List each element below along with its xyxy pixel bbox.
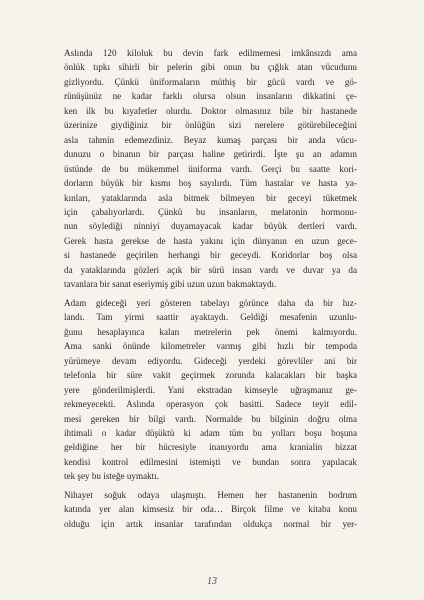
paragraph-3 [64,488,357,531]
page-number: 13 [207,576,217,587]
text-line: rünüşünüz ne kadar farklı olursa olsun insanların dikkatini çe- [64,91,357,102]
text-line: Ama sanki önünde kilometreler varmış gibi hızlı bir tempoda [64,341,357,352]
text-line: yürümeye devam ediyordu. Gideceği yerdeki görevliler ani bir [64,355,357,366]
body-text [64,46,357,531]
text-line: telefonla bir süre vakit geçirmek zorunda kalacakları bir başka [64,370,357,381]
text-line: üzerinize giydiğiniz bir önlüğün sizi nerelere götürebileceğini [64,120,357,131]
text-line: landı. Tam yirmi saattir ayaktaydı. Geldiği mesafenin uzunlu- [64,312,357,323]
text-line: üstünde de bu mükemmel üniforma vardı. Gerçi bu saatte kori- [64,163,357,174]
text-line: asla tahmin edemezdiniz. Beyaz kumaş parçası bir anda vücu- [64,134,357,145]
text-line: dunuzu o binanın bir parçası haline getirirdi. İşte şu an adamın [64,149,357,160]
text-line: kınları, yataklarında asla bitmek bilmeyen bir geceyi tüketmek [64,192,357,203]
text-line: kendisi kontrol edilmesini istemişti ve bundan sonra yapılacak [64,456,357,467]
text-line: önlük tıpkı sihirli bir pelerin gibi onun bu çığlık atan vücudunu [64,62,357,73]
text-line: tavanlara bir sanat eseriymiş gibi uzun uzun bakmaktaydı. [64,279,277,290]
text-line: gizliyordu. Çünkü üniformaların müthiş bir gücü vardı ve gö- [64,76,357,87]
text-line: yere gönderilmişlerdi. Yani ekstradan kimseyle uğraşmanız ge- [64,384,357,395]
text-line: geldiğine her bir hücresiyle inanıyordu ama kranialin bizzat [64,442,357,453]
text-line: Gerek hasta gerekse de hasta yakını için dünyanın en uzun gece- [64,235,357,246]
text-line: ihtimali o kadar düşüktü ki adam tüm bu yolları boşu boşuna [64,427,357,438]
text-line: si hastanede geçirilen herhangi bir geceydi. Koridorlar boş olsa [64,250,357,261]
text-line: Nihayet soğuk odaya ulaşmıştı. Hemen her hastanenin bodrum [64,489,357,500]
text-line: mesi gereken bir bilgi vardı. Normalde bu bilginin doğru olma [64,413,357,424]
text-line: Adam gideceği yeri gösteren tabelayı görünce daha da bir hız- [64,297,357,308]
text-line: ken ilk bu kıyafetler olurdu. Doktor olmasınız bile bir hastanede [64,105,357,116]
paragraph-1 [64,46,357,292]
text-line: nun söylediği ninniyi duyamayacak kadar büyük dertleri vardı. [64,221,357,232]
text-line: rekmeyecekti. Aslında operasyon çok basitti. Sadece teyit edil- [64,399,357,410]
text-line: olduğu için artık insanlar tarafından oldukça normal bir yer- [64,518,357,529]
text-line: Aslında 120 kiloluk bu devin fark edilmemesi imkânsızdı ama [64,48,357,58]
text-line: ğunu hesaplayınca kalan metrelerin pek önemi kalmıyordu. [64,326,357,337]
text-line: tek şey bu isteğe uymaktı. [64,471,160,482]
text-line: dorların büyük bir kısmı boş sayılırdı. Tüm hastalar ve hasta ya- [64,178,357,189]
paragraph-2 [64,296,357,484]
text-line: katında yer alan kimsesiz bir oda… Birçok filme ve kitaba konu [64,504,357,515]
text-line: da yataklarında gözleri açık bir sürü insan vardı ve duvar ya da [64,264,357,275]
text-line: için çabalıyorlardı. Çünkü bu insanların, melatonin hormonu- [64,206,357,217]
